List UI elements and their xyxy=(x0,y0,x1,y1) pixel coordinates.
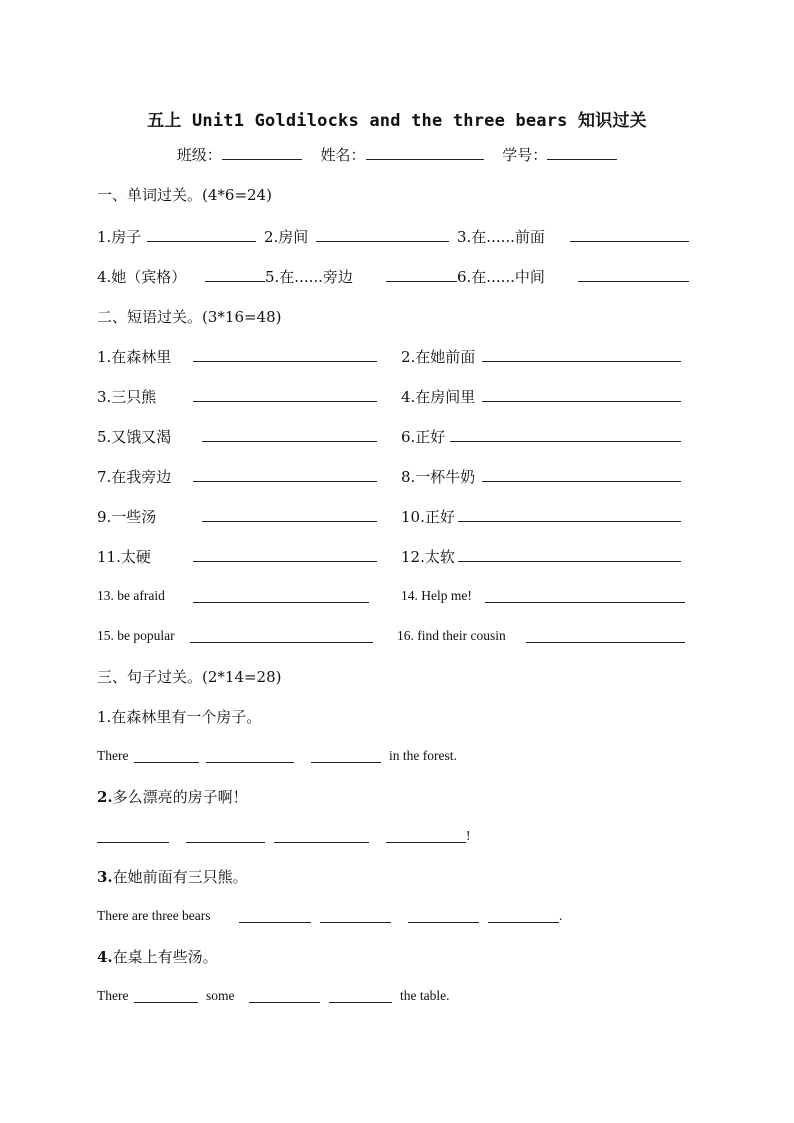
phrase-blank-14[interactable] xyxy=(485,602,685,603)
sentence-3-text: 在她前面有三只熊。 xyxy=(112,868,248,886)
phrase-item-2: 2.在她前面 xyxy=(401,348,476,366)
sentence-4-text: 在桌上有些汤。 xyxy=(112,948,218,966)
word-blank-6[interactable] xyxy=(578,281,689,282)
phrase-blank-10[interactable] xyxy=(458,521,681,522)
sentence-prompt-3 xyxy=(97,866,248,887)
number-label: 学号： xyxy=(502,146,548,164)
sentence-1-start: There xyxy=(97,748,129,763)
word-blank-4[interactable] xyxy=(205,281,265,282)
sentence-4-mid: some xyxy=(206,988,235,1003)
sentence-2-number: 2. xyxy=(97,788,113,806)
name-label: 姓名： xyxy=(320,146,366,164)
sentence-prompt-4 xyxy=(97,946,218,967)
phrase-blank-1[interactable] xyxy=(193,361,377,362)
word-blank-1[interactable] xyxy=(147,241,256,242)
phrase-item-12: 12.太软 xyxy=(401,548,455,566)
class-label: 班级： xyxy=(176,146,222,164)
phrase-item-1: 1.在森林里 xyxy=(97,348,172,366)
phrase-item-9: 9.一些汤 xyxy=(97,508,157,526)
section1-heading: 一、单词过关。(4*6=24) xyxy=(97,186,272,204)
sentence-2-blank-2[interactable] xyxy=(186,842,265,843)
sentence-3-blank-3[interactable] xyxy=(408,922,479,923)
sentence-4-number: 4. xyxy=(97,948,113,966)
phrase-blank-4[interactable] xyxy=(482,401,681,402)
sentence-4-blank-2[interactable] xyxy=(249,1002,320,1003)
sentence-1-blank-3[interactable] xyxy=(311,762,381,763)
sentence-4-end: the table. xyxy=(400,988,450,1003)
phrase-item-16: 16. find their cousin xyxy=(397,628,506,643)
sentence-2-blank-4[interactable] xyxy=(386,842,466,843)
word-blank-3[interactable] xyxy=(570,241,689,242)
sentence-1-end: in the forest. xyxy=(389,748,457,763)
phrase-blank-2[interactable] xyxy=(482,361,681,362)
phrase-blank-6[interactable] xyxy=(450,441,681,442)
name-blank[interactable] xyxy=(366,145,484,160)
sentence-3-number: 3. xyxy=(97,868,113,886)
phrase-item-5: 5.又饿又渴 xyxy=(97,428,172,446)
phrase-item-15: 15. be popular xyxy=(97,628,175,643)
phrase-item-4: 4.在房间里 xyxy=(401,388,476,406)
phrase-item-3: 3.三只熊 xyxy=(97,388,157,406)
word-item-6: 6.在......中间 xyxy=(457,268,545,286)
phrase-blank-12[interactable] xyxy=(458,561,681,562)
student-info-row xyxy=(0,144,794,165)
sentence-4-blank-1[interactable] xyxy=(134,1002,198,1003)
word-blank-5[interactable] xyxy=(386,281,457,282)
word-item-5: 5.在......旁边 xyxy=(265,268,353,286)
phrase-item-8: 8.一杯牛奶 xyxy=(401,468,476,486)
sentence-1-blank-2[interactable] xyxy=(206,762,294,763)
phrase-blank-16[interactable] xyxy=(526,642,685,643)
sentence-2-blank-3[interactable] xyxy=(274,842,369,843)
phrase-blank-13[interactable] xyxy=(193,602,369,603)
phrase-item-14: 14. Help me! xyxy=(401,588,472,603)
section3-heading: 三、句子过关。(2*14=28) xyxy=(97,668,282,686)
sentence-1-blank-1[interactable] xyxy=(134,762,199,763)
sentence-3-start: There are three bears xyxy=(97,908,211,923)
number-blank[interactable] xyxy=(547,145,617,160)
sentence-3-blank-4[interactable] xyxy=(488,922,559,923)
word-item-3: 3.在......前面 xyxy=(457,228,545,246)
phrase-blank-15[interactable] xyxy=(190,642,373,643)
section2-heading: 二、短语过关。(3*16=48) xyxy=(97,308,282,326)
sentence-2-end: ! xyxy=(466,828,471,843)
page-title: 五上 Unit1 Goldilocks and the three bears 知识过关 xyxy=(147,111,647,131)
sentence-2-blank-1[interactable] xyxy=(97,842,169,843)
phrase-blank-8[interactable] xyxy=(482,481,681,482)
sentence-3-blank-1[interactable] xyxy=(239,922,311,923)
phrase-blank-3[interactable] xyxy=(193,401,377,402)
sentence-4-start: There xyxy=(97,988,129,1003)
phrase-item-6: 6.正好 xyxy=(401,428,446,446)
sentence-3-blank-2[interactable] xyxy=(320,922,391,923)
phrase-item-10: 10.正好 xyxy=(401,508,455,526)
class-blank[interactable] xyxy=(222,145,302,160)
phrase-item-11: 11.太硬 xyxy=(97,548,151,566)
phrase-blank-5[interactable] xyxy=(202,441,377,442)
word-item-2: 2.房间 xyxy=(264,228,309,246)
phrase-blank-7[interactable] xyxy=(193,481,377,482)
word-item-4: 4.她（宾格） xyxy=(97,268,187,286)
phrase-blank-9[interactable] xyxy=(202,521,377,522)
phrase-item-13: 13. be afraid xyxy=(97,588,165,603)
word-blank-2[interactable] xyxy=(316,241,449,242)
sentence-3-end: . xyxy=(559,908,563,923)
sentence-prompt-1: 1.在森林里有一个房子。 xyxy=(97,708,262,726)
phrase-item-7: 7.在我旁边 xyxy=(97,468,172,486)
sentence-prompt-2 xyxy=(97,786,248,807)
sentence-4-blank-3[interactable] xyxy=(329,1002,392,1003)
phrase-blank-11[interactable] xyxy=(193,561,377,562)
word-item-1: 1.房子 xyxy=(97,228,142,246)
sentence-2-text: 多么漂亮的房子啊！ xyxy=(112,788,248,806)
